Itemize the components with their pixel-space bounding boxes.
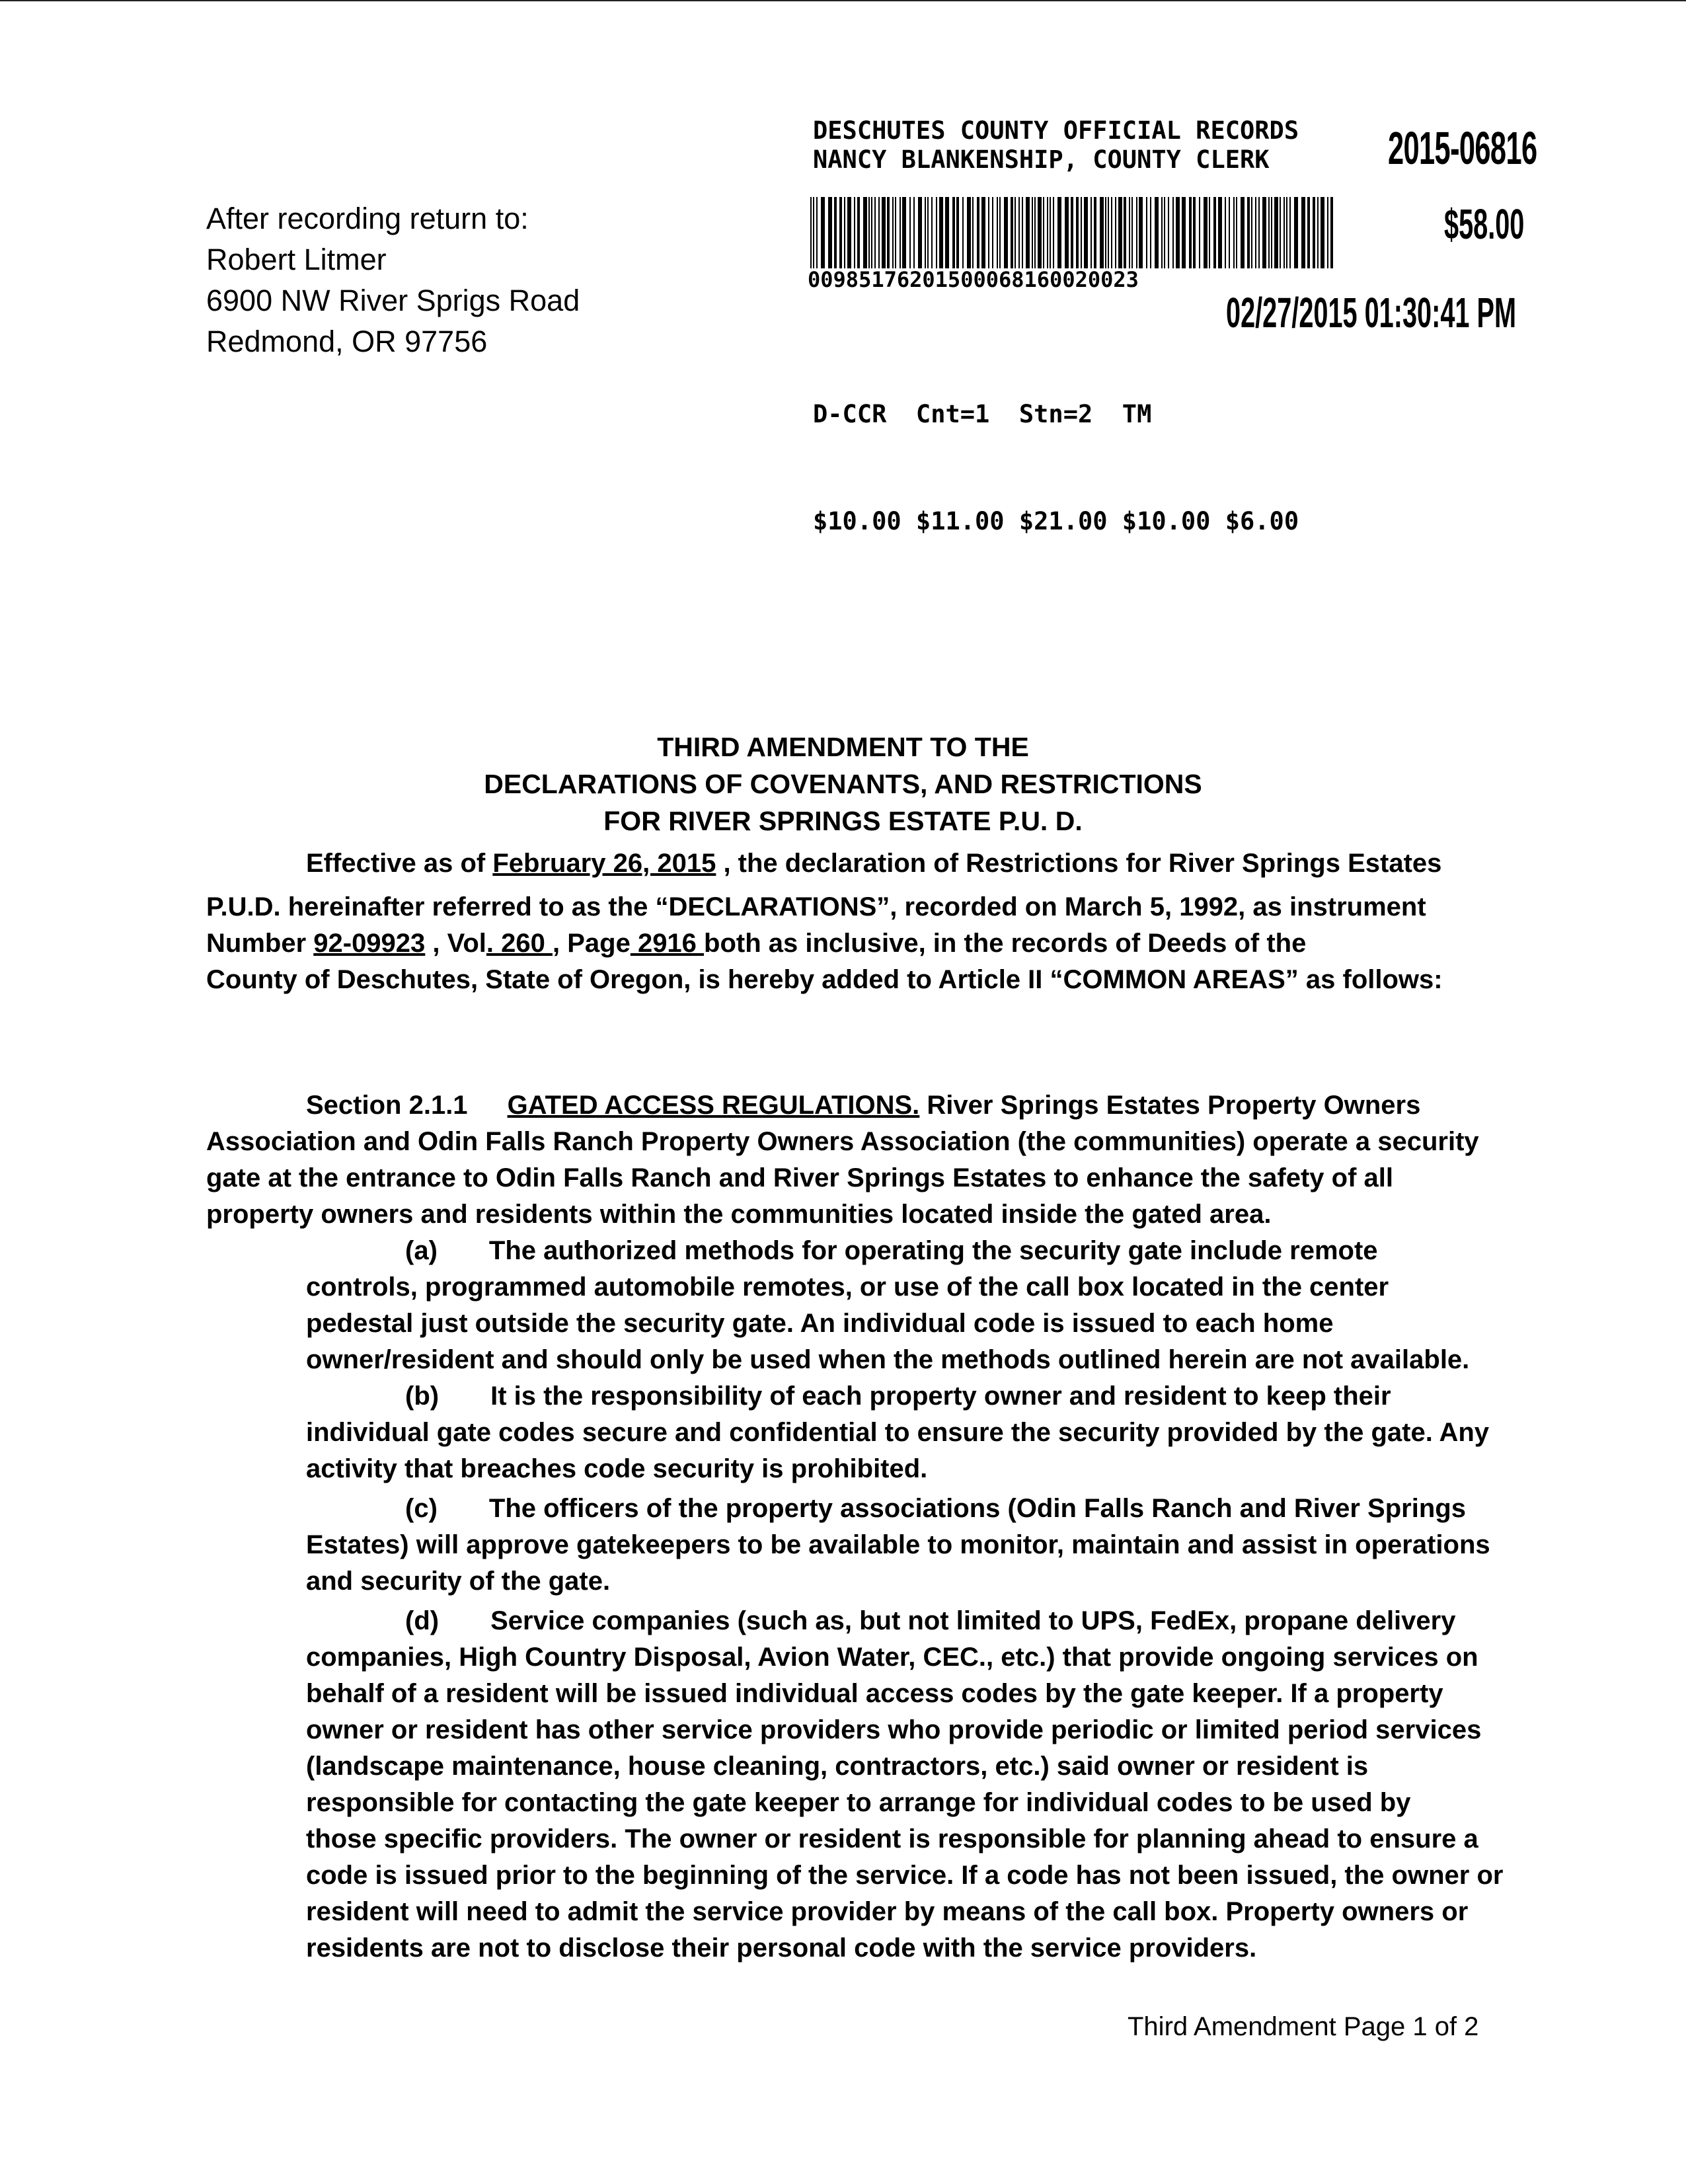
barcode-bar <box>828 197 832 268</box>
barcode-bar <box>821 197 825 268</box>
instrument-number: 92-09923 <box>313 929 426 958</box>
item-d-line-4: owner or resident has other service providers who provide periodic or limited period services <box>306 1715 1482 1744</box>
barcode-bar <box>1204 197 1207 268</box>
barcode-bar <box>927 197 929 268</box>
barcode-bar <box>1229 197 1230 268</box>
return-address <box>206 198 580 362</box>
barcode-bar <box>952 197 955 268</box>
barcode-bar <box>1094 197 1096 268</box>
item-d-line-8: code is issued prior to the beginning of the service. If a code has not been issued, the owner or <box>306 1861 1504 1890</box>
barcode-bar <box>962 197 964 268</box>
preamble-line-4: County of Deschutes, State of Oregon, is hereby added to Article II “COMMON AREAS” as follows: <box>206 965 1443 994</box>
barcode-bar <box>1038 197 1042 268</box>
barcode-bar <box>1139 197 1143 268</box>
barcode-bar <box>1209 197 1210 268</box>
item-a-line-3: pedestal just outside the security gate. An individual code is issued to each home <box>306 1309 1334 1338</box>
barcode-bar <box>868 197 870 268</box>
return-address-city: Redmond, OR 97756 <box>206 325 488 358</box>
document-title <box>0 728 1686 839</box>
barcode-bar <box>1022 197 1023 268</box>
barcode-bar <box>1274 197 1278 268</box>
recording-fees-line: $10.00 $11.00 $21.00 $10.00 $6.00 <box>813 507 1299 535</box>
barcode-bar <box>1057 197 1061 268</box>
return-address-heading: After recording return to: <box>206 202 529 235</box>
barcode-digits: 00985176201500068160020023 <box>808 267 1139 292</box>
barcode-bar <box>1026 197 1030 268</box>
item-b-line-2: individual gate codes secure and confidential to ensure the security provided by the gate. Any <box>306 1418 1490 1447</box>
preamble-text: , Vol <box>425 929 486 958</box>
section-line-1 <box>306 1091 1420 1120</box>
barcode-bar <box>887 197 890 268</box>
volume-number: . 260 <box>486 929 553 958</box>
barcode-bar <box>1011 197 1013 268</box>
barcode-bar <box>902 197 906 268</box>
item-d-line-3: behalf of a resident will be issued individual access codes by the gate keeper. If a property <box>306 1679 1443 1708</box>
barcode-bar <box>909 197 911 268</box>
barcode-bar <box>1262 197 1266 268</box>
barcode-bar <box>1047 197 1048 268</box>
barcode-bar <box>854 197 855 268</box>
barcode-bar <box>956 197 959 268</box>
barcode-bar <box>939 197 943 268</box>
barcode-bar <box>925 197 926 268</box>
barcode-bar <box>913 197 915 268</box>
barcode-bar <box>1268 197 1270 268</box>
barcode-bar <box>810 197 812 268</box>
barcode-bar <box>1146 197 1147 268</box>
barcode-bar <box>997 197 998 268</box>
barcode-bar <box>1043 197 1044 268</box>
barcode-bar <box>871 197 872 268</box>
item-c-line-2: Estates) will approve gatekeepers to be available to monitor, maintain and assist in operations <box>306 1530 1490 1559</box>
barcode-bar <box>1032 197 1033 268</box>
barcode-bar <box>1034 197 1036 268</box>
preamble-line-3 <box>206 929 1306 958</box>
barcode-bar <box>863 197 867 268</box>
barcode-bar <box>1307 197 1310 268</box>
item-b-text: It is the responsibility of each property owner and resident to keep their <box>490 1382 1391 1411</box>
barcode-bar <box>1218 197 1222 268</box>
barcode-bar <box>1071 197 1073 268</box>
barcode-bar <box>992 197 993 268</box>
barcode-bar <box>1313 197 1315 268</box>
title-line-2: DECLARATIONS OF COVENANTS, AND RESTRICTIONS <box>484 769 1202 799</box>
recording-fee-codes <box>813 325 1299 611</box>
barcode-bar <box>1241 197 1245 268</box>
barcode-bar <box>1161 197 1163 268</box>
barcode-bar <box>1294 197 1298 268</box>
barcode-bar <box>844 197 845 268</box>
barcode-bar <box>1100 197 1104 268</box>
barcode-bar <box>1271 197 1272 268</box>
barcode-bar <box>918 197 922 268</box>
item-a-label: (a) <box>405 1236 438 1265</box>
item-c-line-1 <box>405 1494 1466 1524</box>
preamble-text: Number <box>206 929 314 958</box>
barcode-bar <box>1247 197 1250 268</box>
barcode-bar <box>882 197 886 268</box>
barcode-bar <box>1150 197 1151 268</box>
barcode-bar <box>1081 197 1082 268</box>
barcode-bar <box>1084 197 1088 268</box>
barcode-bar <box>878 197 880 268</box>
barcode-bar <box>977 197 979 268</box>
section-text: River Springs Estates Property Owners <box>919 1091 1421 1120</box>
barcode-bar <box>1236 197 1237 268</box>
title-line-3: FOR RIVER SPRINGS ESTATE P.U. D. <box>603 806 1083 836</box>
barcode-bar <box>1330 197 1333 268</box>
barcode-bar <box>1251 197 1252 268</box>
item-b-line-1 <box>405 1382 1391 1411</box>
barcode-bar <box>1189 197 1192 268</box>
preamble-text: , Page <box>552 929 631 958</box>
item-d-line-2: companies, High Country Disposal, Avion Water, CEC., etc.) that provide ongoing services on <box>306 1643 1478 1672</box>
recorded-datetime: 02/27/2015 01:30:41 PM <box>1226 289 1516 336</box>
preamble-line-2: P.U.D. hereinafter referred to as the “DECLARATIONS”, recorded on March 5, 1992, as instrument <box>206 892 1426 921</box>
item-d-line-10: residents are not to disclose their personal code with the service providers. <box>306 1933 1257 1963</box>
barcode-bar <box>895 197 896 268</box>
item-b-label: (b) <box>405 1382 440 1411</box>
barcode-bar <box>1301 197 1305 268</box>
barcode-bar <box>1286 197 1287 268</box>
preamble-text: , the declaration of Restrictions for River Springs Estates <box>716 849 1442 878</box>
page-number: 2916 <box>630 929 705 958</box>
barcode-bar <box>1225 197 1226 268</box>
barcode-bar <box>988 197 989 268</box>
recording-office: DESCHUTES COUNTY OFFICIAL RECORDS <box>813 116 1299 145</box>
barcode-bar <box>1108 197 1109 268</box>
return-address-street: 6900 NW River Sprigs Road <box>206 284 580 317</box>
barcode-bar <box>1115 197 1116 268</box>
barcode-bar <box>936 197 937 268</box>
barcode-bar <box>1155 197 1159 268</box>
section-line-3: gate at the entrance to Odin Falls Ranch and River Springs Estates to enhance the safety of all <box>206 1163 1393 1192</box>
item-d-line-5: (landscape maintenance, house cleaning, contractors, etc.) said owner or resident is <box>306 1752 1369 1781</box>
barcode-bar <box>1213 197 1216 268</box>
barcode-bar <box>847 197 851 268</box>
barcode-bar <box>1131 197 1133 268</box>
effective-date: February 26, 2015 <box>492 849 716 878</box>
barcode-bar <box>1050 197 1051 268</box>
title-line-1: THIRD AMENDMENT TO THE <box>657 732 1029 762</box>
recording-codes-line: D-CCR Cnt=1 Stn=2 TM <box>813 400 1152 428</box>
barcode-bar <box>967 197 971 268</box>
document-number: 2015-06816 <box>1388 122 1537 174</box>
barcode-bar <box>874 197 876 268</box>
barcode-bar <box>1321 197 1324 268</box>
item-d-line-6: responsible for contacting the gate keeper to arrange for individual codes to be used by <box>306 1788 1411 1817</box>
barcode-bar <box>816 197 818 268</box>
barcode-bar <box>1193 197 1196 268</box>
barcode-bar <box>999 197 1001 268</box>
item-a-line-1 <box>405 1236 1378 1266</box>
barcode-bar <box>1199 197 1200 268</box>
section-line-4: property owners and residents within the communities located inside the gated area. <box>206 1200 1272 1229</box>
barcode-bar <box>892 197 894 268</box>
barcode-bar <box>1118 197 1122 268</box>
preamble-line-1 <box>306 849 1441 878</box>
section-line-2: Association and Odin Falls Ranch Property Owners Association (the communities) operate a security <box>206 1127 1479 1156</box>
item-a-line-4: owner/resident and should only be used when the methods outlined herein are not available. <box>306 1345 1470 1374</box>
county-clerk: NANCY BLANKENSHIP, COUNTY CLERK <box>813 145 1270 174</box>
barcode-bar <box>1327 197 1328 268</box>
item-d-text: Service companies (such as, but not limited to UPS, FedEx, propane delivery <box>490 1606 1456 1635</box>
item-d-line-9: resident will need to admit the service provider by means of the call box. Property owners or <box>306 1897 1469 1926</box>
barcode-bar <box>1317 197 1319 268</box>
item-d-line-7: those specific providers. The owner or resident is responsible for planning ahead to ensure a <box>306 1824 1478 1853</box>
total-fee: $58.00 <box>1444 200 1525 248</box>
barcode-bar <box>1091 197 1092 268</box>
item-c-label: (c) <box>405 1494 438 1523</box>
barcode-bar <box>1129 197 1130 268</box>
barcode-bar <box>945 197 949 268</box>
item-d-label: (d) <box>405 1606 440 1635</box>
barcode-bar <box>1280 197 1281 268</box>
barcode-bar <box>1289 197 1291 268</box>
preamble-text: both as inclusive, in the records of Deeds of the <box>704 929 1307 958</box>
return-address-name: Robert Litmer <box>206 243 387 276</box>
barcode-bar <box>1065 197 1069 268</box>
barcode <box>810 197 1336 268</box>
barcode-bar <box>1124 197 1126 268</box>
item-c-text: The officers of the property associations (Odin Falls Ranch and River Springs <box>488 1494 1466 1523</box>
barcode-bar <box>1105 197 1106 268</box>
barcode-bar <box>1233 197 1235 268</box>
barcode-bar <box>1111 197 1112 268</box>
barcode-bar <box>1172 197 1174 268</box>
item-a-line-2: controls, programmed automobile remotes, or use of the call box located in the center <box>306 1272 1389 1302</box>
item-b-line-3: activity that breaches code security is prohibited. <box>306 1454 928 1483</box>
barcode-bar <box>813 197 814 268</box>
barcode-bar <box>1053 197 1054 268</box>
item-d-line-1 <box>405 1606 1455 1636</box>
barcode-bar <box>1258 197 1260 268</box>
barcode-bar <box>1018 197 1020 268</box>
barcode-bar <box>1176 197 1180 268</box>
barcode-bar <box>1164 197 1165 268</box>
barcode-bar <box>972 197 974 268</box>
recording-office-header <box>813 116 1299 175</box>
barcode-bar <box>1004 197 1008 268</box>
preamble-text: Effective as of <box>306 849 493 878</box>
barcode-bar <box>1015 197 1016 268</box>
barcode-bar <box>1255 197 1256 268</box>
item-c-line-3: and security of the gate. <box>306 1567 611 1596</box>
barcode-bar <box>981 197 985 268</box>
barcode-bar <box>1284 197 1285 268</box>
section-number: Section 2.1.1 <box>306 1091 468 1120</box>
scan-top-border <box>0 0 1686 1</box>
barcode-bar <box>900 197 901 268</box>
barcode-bar <box>1136 197 1137 268</box>
barcode-bar <box>839 197 842 268</box>
barcode-bar <box>857 197 860 268</box>
barcode-bar <box>834 197 837 268</box>
barcode-bar <box>1076 197 1079 268</box>
barcode-bar <box>1182 197 1186 268</box>
barcode-bar <box>931 197 933 268</box>
section-heading: GATED ACCESS REGULATIONS. <box>507 1091 920 1120</box>
item-a-text: The authorized methods for operating the security gate include remote <box>488 1236 1378 1265</box>
page-footer: Third Amendment Page 1 of 2 <box>1128 2012 1479 2041</box>
barcode-bar <box>1168 197 1169 268</box>
